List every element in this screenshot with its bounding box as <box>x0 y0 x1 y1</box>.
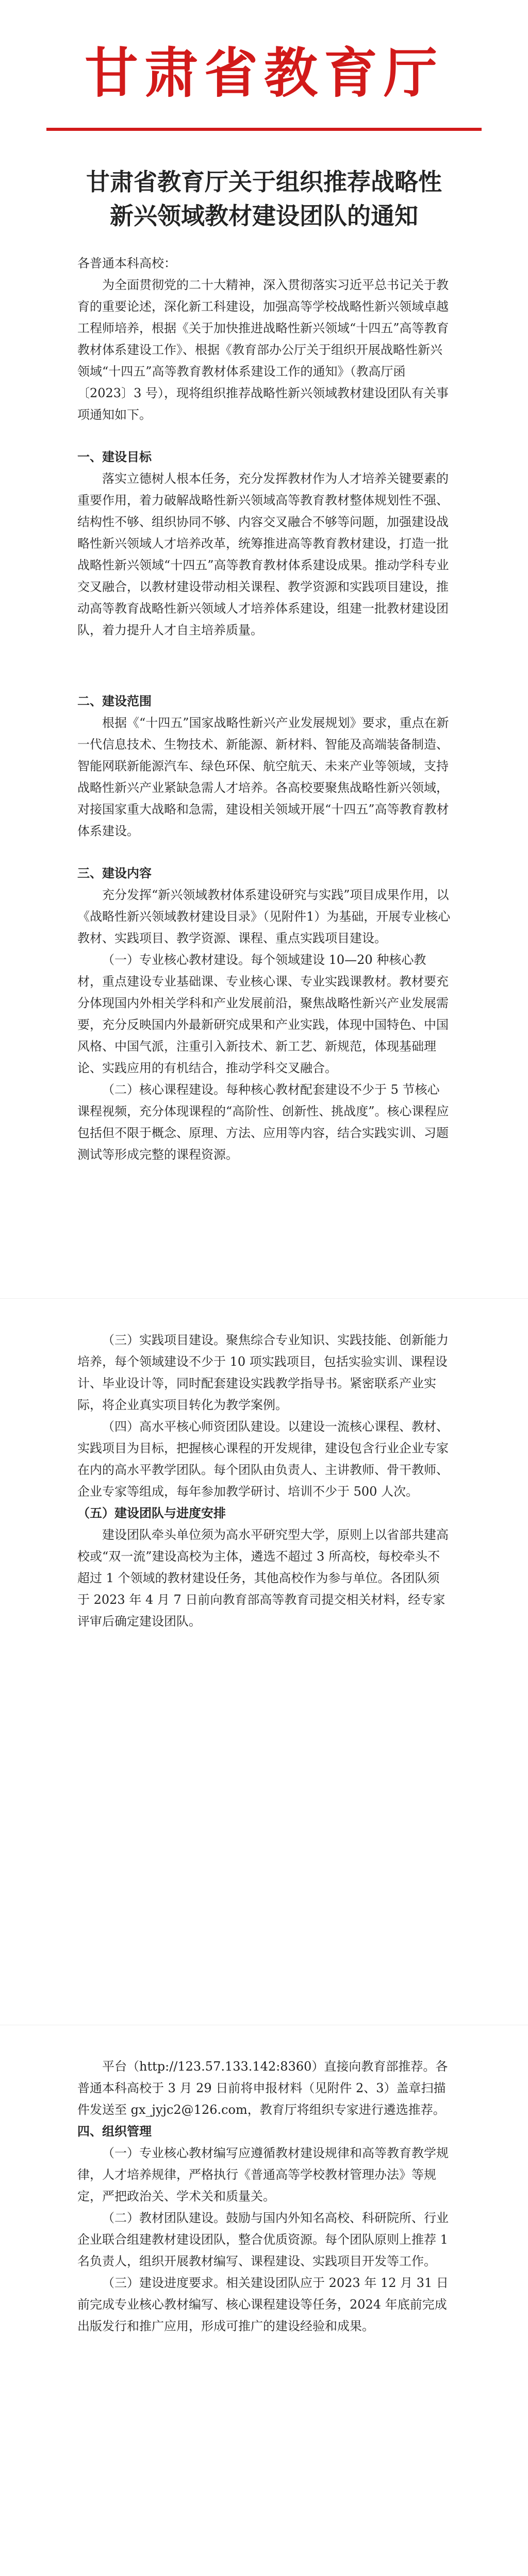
title-line-1: 甘肃省教育厅关于组织推荐战略性 <box>86 168 442 196</box>
section-3b-paragraph-2: （四）高水平核心师资团队建设。以建设一流核心课程、教材、实践项目为目标，把握核心课程的开发规律，建设包含行业企业专家在内的高水平教学团队。每个团队由负责人、主讲教师、骨干教师、企业专家等组成，每年参加教学研讨、培训不少于 500 人次。 <box>77 1419 449 1499</box>
section-3b-paragraph-1: （三）实践项目建设。聚焦综合专业知识、实践技能、创新能力培养，每个领域建设不少于 10 项实践项目，包括实验实训、课程设计、毕业设计等，同时配套建设实践教学指导书。紧密联系产业实际，将企业真实项目转化为教学案例。 <box>77 1333 449 1412</box>
body-block-a <box>77 252 451 641</box>
body-block-d <box>77 2056 451 2337</box>
body-block-b <box>77 690 451 1165</box>
section-3b-heading: （五）建设团队与进度安排 <box>77 1505 226 1520</box>
masthead-title: 甘肃省教育厅 <box>84 42 443 105</box>
section-2-title: 二、建设范围 <box>77 693 152 708</box>
section-3b-paragraph-3: 建设团队牵头单位须为高水平研究型大学，原则上以省部共建高校或“双一流”建设高校为主体，遴选不超过 3 所高校，每校牵头不超过 1 个领域的教材建设任务，其他高校作为参与单位。各团队须于 2023 年 4 月 7 日前向教育部高等教育司提交相关材料，经专家评审后确定建设团队。 <box>77 1528 449 1629</box>
section-4-paragraph-3: （二）教材团队建设。鼓励与国内外知名高校、科研院所、行业企业联合组建教材建设团队，整合优质资源。每个团队原则上推荐 1 名负责人，组织开展教材编写、课程建设、实践项目开发等工作。 <box>77 2211 449 2268</box>
section-4-paragraph-4: （三）建设进度要求。相关建设团队应于 2023 年 12 月 31 日前完成专业核心教材编写、核心课程建设等任务，2024 年底前完成出版发行和推广应用，形成可推广的建设经验和成果。 <box>77 2276 449 2333</box>
title-line-2: 新兴领域教材建设团队的通知 <box>110 202 418 230</box>
section-4-title: 四、组织管理 <box>77 2124 152 2139</box>
notice-title <box>46 165 482 233</box>
section-3-paragraph-3: （二）核心课程建设。每种核心教材配套建设不少于 5 节核心课程视频，充分体现课程的“高阶性、创新性、挑战度”。核心课程应包括但不限于概念、原理、方法、应用等内容，结合实践实训、习题测试等形成完整的课程资源。 <box>77 1082 449 1162</box>
red-divider <box>46 128 482 131</box>
section-4-paragraph-1: 平台（http://123.57.133.142:8360）直接向教育部推荐。各普通本科高校于 3 月 29 日前将申报材料（见附件 2、3）盖章扫描件发送至 gx_jyjc2@126.com，教育厅将组织专家进行遴选推荐。 <box>77 2059 448 2117</box>
section-1-paragraph: 落实立德树人根本任务，充分发挥教材作为人才培养关键要素的重要作用，着力破解战略性新兴领域高等教育教材整体规划性不强、结构性不够、组织协同不够、内容交叉融合不够等问题，加强建设战略性新兴领域人才培养改革，统筹推进高等教育教材建设，打造一批战略性新兴领域“十四五”高等教育教材体系建设成果。推动学科专业交叉融合，以教材建设带动相关课程、教学资源和实践项目建设，推动高等教育战略性新兴领域人才培养体系建设，组建一批教材建设团队，着力提升人才自主培养质量。 <box>77 471 449 637</box>
section-4-paragraph-2: （一）专业核心教材编写应遵循教材建设规律和高等教育教学规律，人才培养规律，严格执行《普通高等学校教材管理办法》等规定，严把政治关、学术关和质量关。 <box>77 2146 449 2204</box>
intro-paragraph: 为全面贯彻党的二十大精神，深入贯彻落实习近平总书记关于教育的重要论述，深化新工科建设，加强高等学校战略性新兴领域卓越工程师培养，根据《关于加快推进战略性新兴领域“十四五”高等教育教材体系建设工作》、根据《教育部办公厅关于组织开展战略性新兴领域“十四五”高等教育教材体系建设工作的通知》（教高厅函〔2023〕3 号），现将组织推荐战略性新兴领域教材建设团队有关事项通知如下。 <box>77 278 449 422</box>
body-block-c <box>77 1329 451 1632</box>
section-3-paragraph-1: 充分发挥“新兴领域教材体系建设研究与实践”项目成果作用，以《战略性新兴领域教材建设目录》（见附件1）为基础，开展专业核心教材、实践项目、教学资源、课程、重点实践项目建设。 <box>77 888 451 945</box>
section-2-paragraph: 根据《“十四五”国家战略性新兴产业发展规划》要求，重点在新一代信息技术、生物技术、新能源、新材料、智能及高端装备制造、智能网联新能源汽车、绿色环保、航空航天、未来产业等领域，支持战略性新兴产业紧缺急需人才培养。各高校要聚焦战略性新兴领域，对接国家重大战略和急需，建设相关领域开展“十四五”高等教育教材体系建设。 <box>77 716 449 838</box>
section-3-paragraph-2: （一）专业核心教材建设。每个领域建设 10—20 种核心教材，重点建设专业基础课、专业核心课、专业实践课教材。教材要充分体现国内外相关学科和产业发展前沿，聚焦战略性新兴产业发展需要，充分反映国内外最新研究成果和产业实践，体现中国特色、中国风格、中国气派，注重引入新技术、新工艺、新规范，体现基础理论、实践应用的有机结合，推动学科交叉融合。 <box>77 953 449 1075</box>
section-1-title: 一、建设目标 <box>77 449 152 464</box>
section-3-title: 三、建设内容 <box>77 866 152 880</box>
salutation: 各普通本科高校： <box>77 256 176 270</box>
page-break-1 <box>0 1298 528 1299</box>
